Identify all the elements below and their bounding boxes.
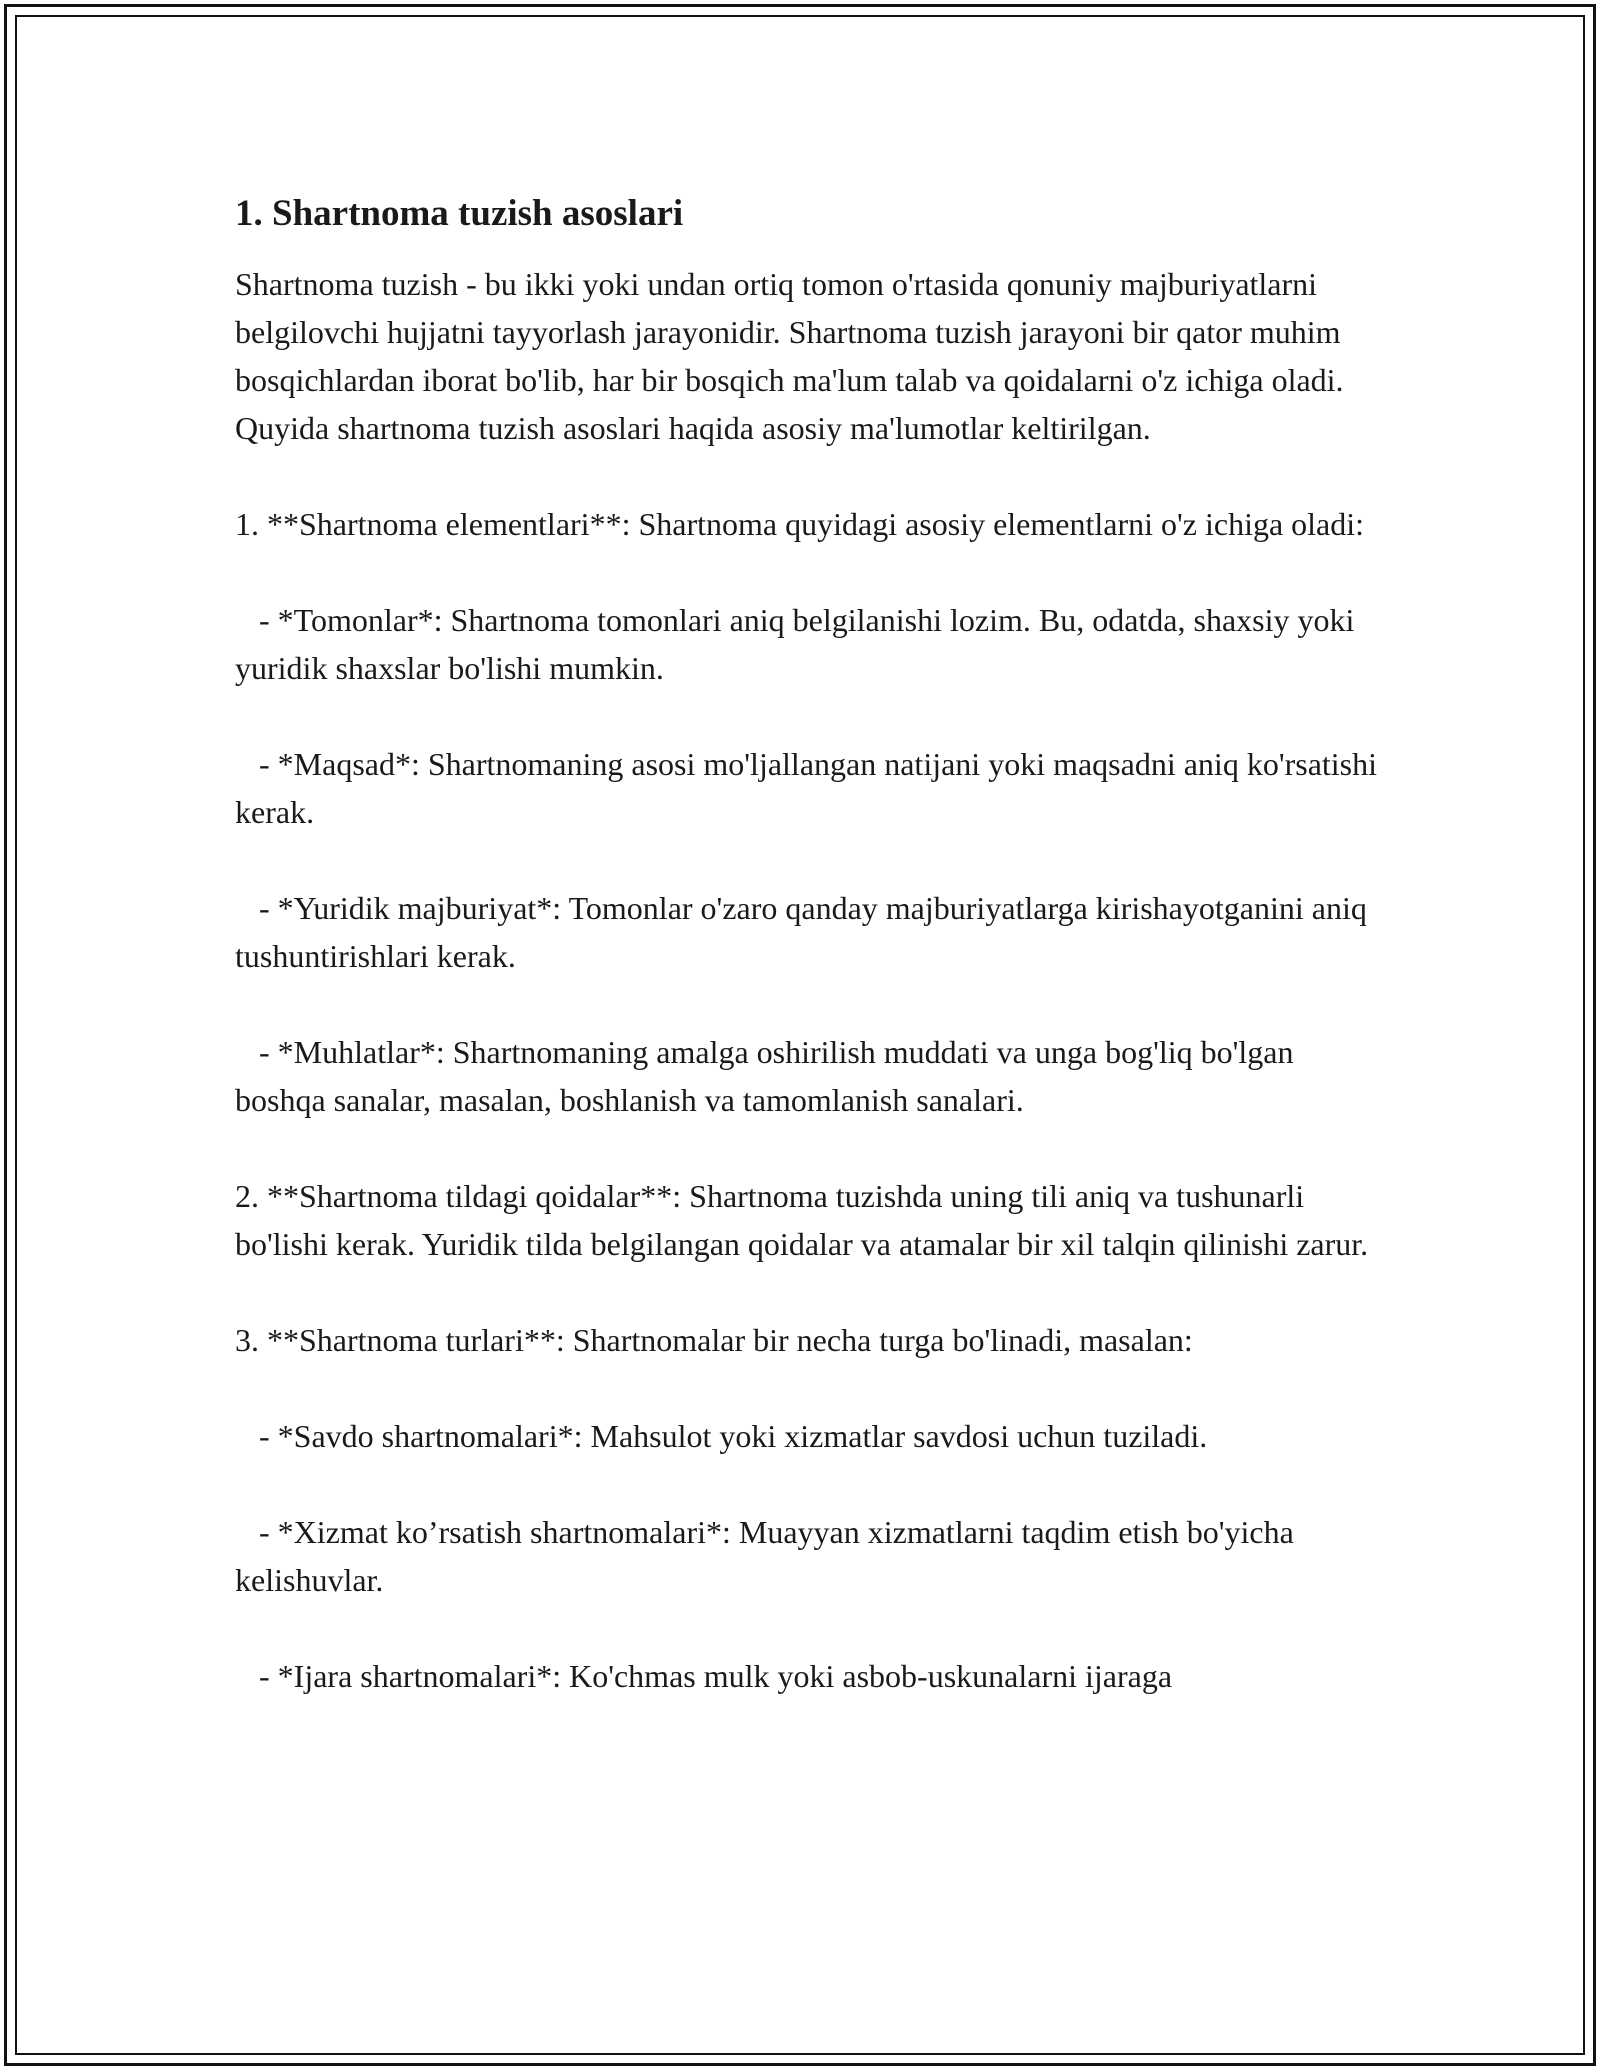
- list-item-elements: 1. **Shartnoma elementlari**: Shartnoma quyidagi asosiy elementlarni o'z ichiga oladi:: [235, 506, 1365, 542]
- subitem-savdo: - *Savdo shartnomalari*: Mahsulot yoki xizmatlar savdosi uchun tuziladi.: [235, 1418, 1208, 1454]
- subitem-tomonlar: - *Tomonlar*: Shartnoma tomonlari aniq belgilanishi lozim. Bu, odatda, shaxsiy yoki yuridik shaxslar bo'lishi mumkin.: [235, 602, 1363, 686]
- subitem-yuridik-majburiyat: - *Yuridik majburiyat*: Tomonlar o'zaro qanday majburiyatlarga kirishayotganini aniq tushuntirishlari kerak.: [235, 890, 1375, 974]
- list-item-contract-types: 3. **Shartnoma turlari**: Shartnomalar bir necha turga bo'linadi, masalan:: [235, 1322, 1193, 1358]
- subitem-ijara: - *Ijara shartnomalari*: Ko'chmas mulk yoki asbob-uskunalarni ijaraga: [235, 1658, 1173, 1694]
- subitem-xizmat: - *Xizmat ko’rsatish shartnomalari*: Muayyan xizmatlarni taqdim etish bo'yicha kelishuvlar.: [235, 1514, 1302, 1598]
- list-item-language-rules: 2. **Shartnoma tildagi qoidalar**: Shartnoma tuzishda uning tili aniq va tushunarli bo'lishi kerak. Yuridik tilda belgilangan qoidalar va atamalar bir xil talqin qilinishi zarur.: [235, 1178, 1369, 1262]
- subitem-muhlatlar: - *Muhlatlar*: Shartnomaning amalga oshirilish muddati va unga bog'liq bo'lgan boshqa sanalar, masalan, boshlanish va tamomlanish sanalari.: [235, 1034, 1302, 1118]
- intro-paragraph: Shartnoma tuzish - bu ikki yoki undan ortiq tomon o'rtasida qonuniy majburiyatlarni belgilovchi hujjatni tayyorlash jarayonidir. Shartnoma tuzish jarayoni bir qator muhim bosqichlardan iborat bo'lib, har bir bosqich ma'lum talab va qoidalarni o'z ichiga oladi. Quyida shartnoma tuzish asoslari haqida asosiy ma'lumotlar keltirilgan.: [235, 266, 1352, 446]
- document-body: [235, 190, 1385, 1700]
- section-heading: 1. Shartnoma tuzish asoslari: [235, 193, 684, 234]
- subitem-maqsad: - *Maqsad*: Shartnomaning asosi mo'ljallangan natijani yoki maqsadni aniq ko'rsatishi kerak.: [235, 746, 1386, 830]
